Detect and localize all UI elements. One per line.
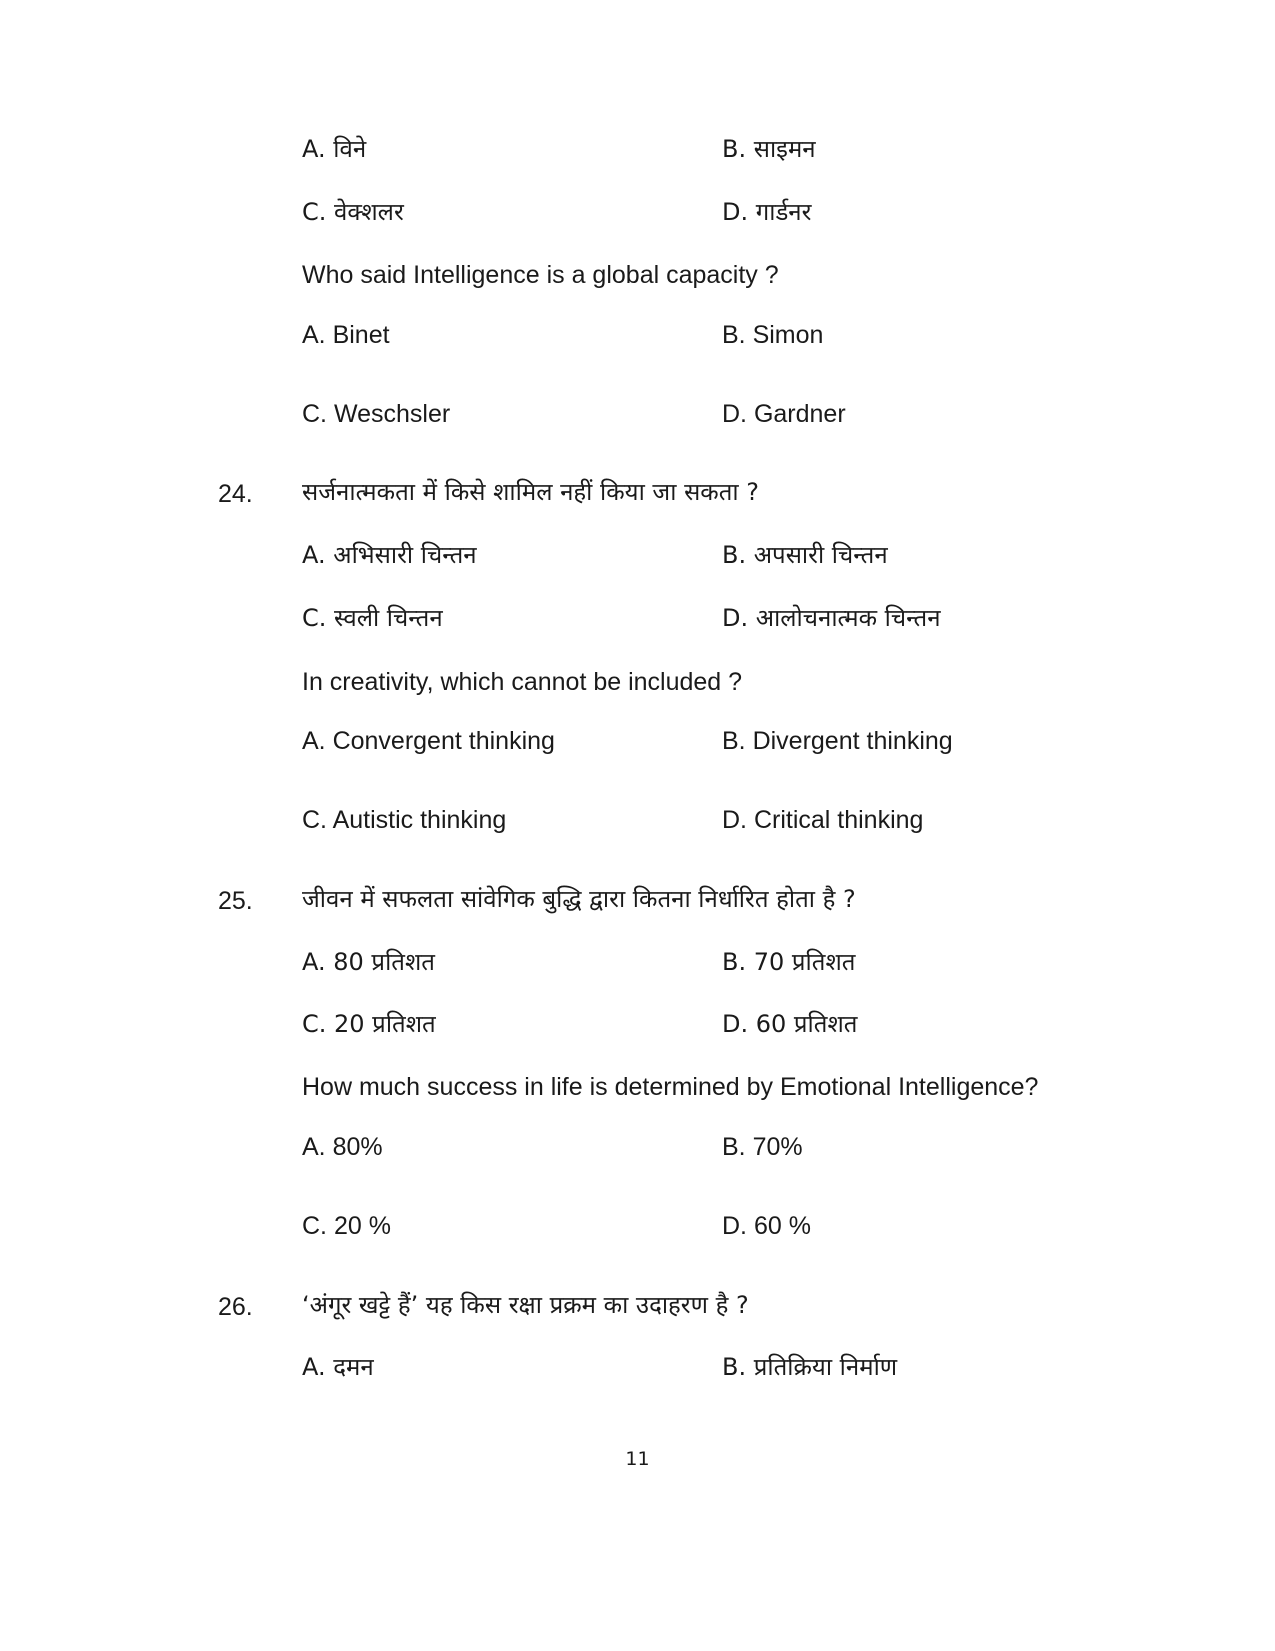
q24-en-option-a: A. Convergent thinking [302,727,555,755]
q24-hi-question: सर्जनात्मकता में किसे शामिल नहीं किया जा सकता ? [302,478,760,506]
q23-hi-options-row-1 [0,131,1275,167]
q24-hi-option-d: D. आलोचनात्मक चिन्तन [722,604,941,632]
q23-hi-option-d: D. गार्डनर [722,198,812,226]
q25-number: 25. [218,887,253,915]
q26-hi-option-a: A. दमन [302,1353,374,1381]
q24-number: 24. [218,480,253,508]
q25-en-question-row [0,1069,1275,1105]
q26-number: 26. [218,1293,253,1321]
q25-en-option-d: D. 60 % [722,1212,811,1240]
q26-hi-question: ‘अंगूर खट्टे हैं’ यह किस रक्षा प्रक्रम का उदाहरण है ? [302,1291,749,1319]
q23-en-question-row [0,257,1275,293]
q25-en-options-row-2 [0,1208,1275,1244]
q26-hi-option-b: B. प्रतिक्रिया निर्माण [722,1353,898,1381]
q26-hi-options-row-1 [0,1349,1275,1385]
q24-hi-options-row-2 [0,600,1275,636]
q24-hi-options-row-1 [0,537,1275,573]
q25-hi-options-row-2 [0,1006,1275,1042]
q25-hi-question-row [0,881,1275,917]
q25-en-question: How much success in life is determined by Emotional Intelligence? [302,1073,1039,1101]
q25-en-option-b: B. 70% [722,1133,803,1161]
q23-hi-options-row-2 [0,194,1275,230]
q24-hi-option-b: B. अपसारी चिन्तन [722,541,888,569]
q25-en-options-row-1 [0,1129,1275,1165]
q25-hi-question: जीवन में सफलता सांवेगिक बुद्धि द्वारा कितना निर्धारित होता है ? [302,885,856,913]
q25-hi-option-d: D. 60 प्रतिशत [722,1010,858,1038]
q23-en-option-d: D. Gardner [722,400,846,428]
q24-en-options-row-2 [0,802,1275,838]
q24-hi-option-c: C. स्वली चिन्तन [302,604,443,632]
q23-hi-option-a: A. विने [302,135,367,163]
q25-en-option-c: C. 20 % [302,1212,391,1240]
page-number: 11 [625,1448,650,1470]
q24-en-option-c: C. Autistic thinking [302,806,507,834]
q23-en-options-row-2 [0,396,1275,432]
q25-hi-option-b: B. 70 प्रतिशत [722,948,856,976]
q25-hi-options-row-1 [0,944,1275,980]
q26-hi-question-row [0,1287,1275,1323]
q25-hi-option-a: A. 80 प्रतिशत [302,948,435,976]
q24-en-option-d: D. Critical thinking [722,806,924,834]
q23-hi-option-b: B. साइमन [722,135,816,163]
q24-hi-option-a: A. अभिसारी चिन्तन [302,541,477,569]
q23-en-option-b: B. Simon [722,321,824,349]
q25-en-option-a: A. 80% [302,1133,383,1161]
q24-en-question: In creativity, which cannot be included ? [302,668,743,696]
q23-en-options-row-1 [0,317,1275,353]
q23-en-option-a: A. Binet [302,321,390,349]
q23-en-option-c: C. Weschsler [302,400,451,428]
q24-hi-question-row [0,474,1275,510]
q24-en-option-b: B. Divergent thinking [722,727,953,755]
q23-hi-option-c: C. वेक्शलर [302,198,404,226]
q23-en-question: Who said Intelligence is a global capacity ? [302,261,779,289]
q24-en-question-row [0,664,1275,700]
q25-hi-option-c: C. 20 प्रतिशत [302,1010,436,1038]
q24-en-options-row-1 [0,723,1275,759]
